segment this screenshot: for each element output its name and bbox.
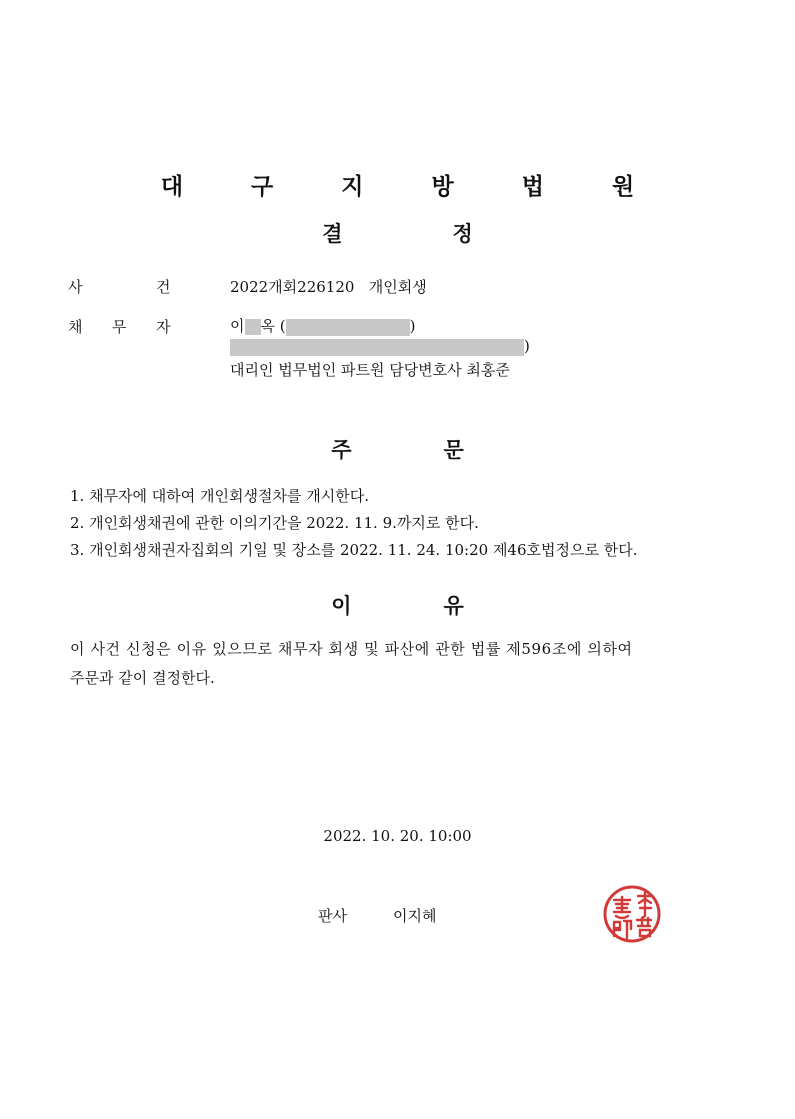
case-number: 2022개회226120	[230, 278, 355, 296]
order-item: 2. 개인회생채권에 관한 이의기간을 2022. 11. 9.까지로 한다.	[70, 514, 479, 532]
debtor-agent-line: 대리인 법무법인 파트원 담당변호사 최홍준	[230, 361, 510, 379]
judge-signature	[318, 905, 436, 926]
reason-heading	[0, 590, 795, 620]
judge-title: 판사	[318, 907, 347, 925]
reason-heading-right: 유	[443, 594, 464, 618]
document-title-right: 정	[452, 222, 473, 246]
case-info	[230, 276, 427, 297]
reason-line: 이 사건 신청은 이유 있으므로 채무자 회생 및 파산에 관한 법률 제596조에 의하여	[70, 640, 633, 658]
paren-open: (	[279, 317, 286, 335]
reason-line: 주문과 같이 결정한다.	[70, 669, 215, 687]
order-heading	[0, 434, 795, 464]
order-item: 1. 채무자에 대하여 개인회생절차를 개시한다.	[70, 487, 369, 505]
judge-name: 이지혜	[392, 907, 437, 925]
reason-heading-left: 이	[331, 594, 352, 618]
redaction-block	[230, 339, 524, 356]
decision-date: 2022. 10. 20. 10:00	[323, 827, 472, 845]
redaction-block	[286, 319, 410, 336]
debtor-name-last: 옥	[260, 317, 275, 335]
debtor-name-first: 이	[230, 317, 245, 335]
judge-seal-icon	[602, 884, 662, 944]
paren-close: )	[524, 337, 530, 355]
redaction-block	[245, 319, 261, 335]
document-title	[0, 218, 795, 248]
case-type: 개인회생	[368, 278, 427, 296]
debtor-address-line	[230, 337, 530, 356]
order-heading-left: 주	[331, 438, 352, 462]
order-item: 3. 개인회생채권자집회의 기일 및 장소를 2022. 11. 24. 10:20 제46호법정으로 한다.	[70, 541, 638, 559]
order-heading-right: 문	[443, 438, 464, 462]
court-title: 대 구 지 방 법 원	[160, 174, 665, 200]
debtor-name-line	[230, 315, 416, 336]
case-label: 사 건	[68, 278, 171, 296]
paren-close: )	[409, 317, 416, 335]
document-title-left: 결	[322, 222, 343, 246]
debtor-label: 채 무 자	[68, 318, 171, 336]
